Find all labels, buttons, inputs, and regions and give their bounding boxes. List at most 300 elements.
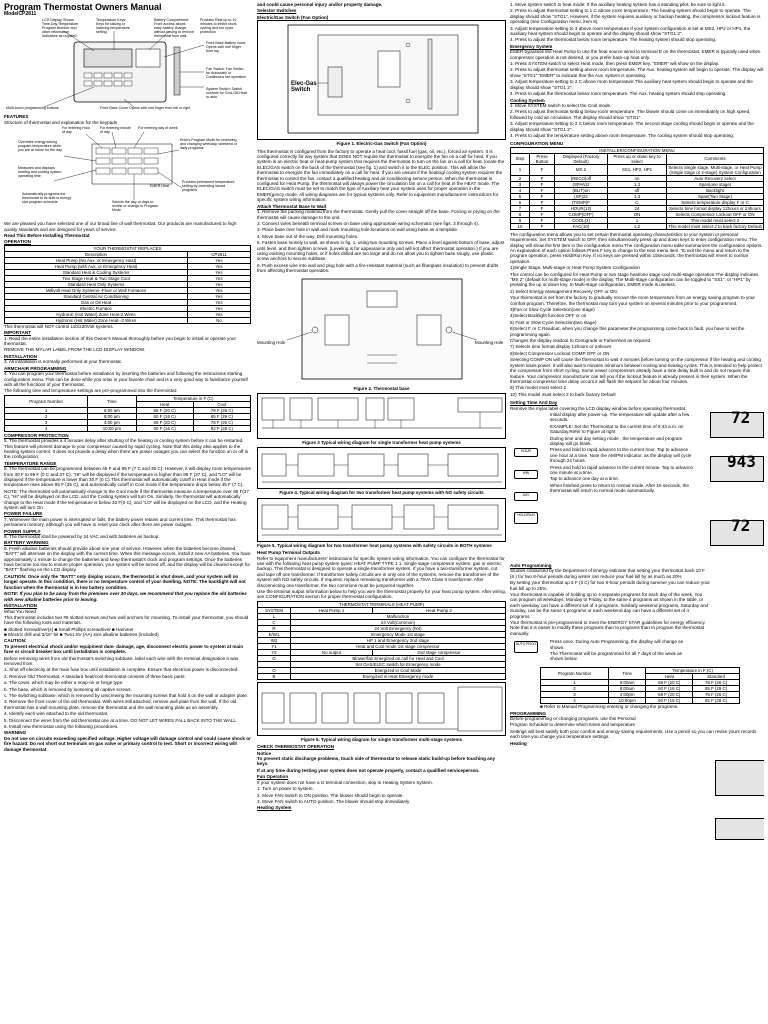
set-time-item: During time and day setting mode , the temperature and program display will go blank. <box>550 435 683 446</box>
terminal-row-cell: 24 Volt(Common) <box>291 619 506 625</box>
attach-step: 3. Place base over hole in wall and mark mounting hole locations on wall using base as a template. <box>257 227 459 233</box>
replaces-row-cell: Standard Heat & Cooling Systems <box>5 269 188 275</box>
figure1-caption: Figure 1. Electric-Gas Switch (Fan Option) <box>336 141 427 147</box>
replaces-row-cell: Yes <box>188 299 251 305</box>
installation2-heading: INSTALLATION <box>4 602 38 608</box>
heating-heading: Heating <box>510 740 527 746</box>
config-paragraph: 2) Select Energy Management Recovery OFF or ON. <box>510 288 618 294</box>
what-you-need-heading: What You Need <box>4 609 36 615</box>
config-paragraph: 10) This model must select 2 to back factory Default <box>510 391 616 397</box>
column-left <box>4 0 251 1024</box>
front-cover-callout: Front Base Cover Opens with one finger from left or right <box>100 106 191 111</box>
hold-key-callout: Overrides energy saving program temperature while you are at home for the day <box>18 140 62 153</box>
config-row-cell: F <box>530 211 555 217</box>
config-row-cell: 9 <box>511 217 530 223</box>
cooling-step: 4. Press to adjust the temperature setting above room temperature. The cooling system should stop operating. <box>510 132 735 138</box>
cfg-col-displayed: Displayed (Factory Default) <box>555 153 608 164</box>
config-paragraph: 9) This model must select 2 <box>510 385 567 391</box>
config-row-cell: (BLIT)on <box>555 187 608 193</box>
ap-col-number: Program Number <box>541 668 609 680</box>
attach-step: 5. Fasten base loosely to wall, as shown in fig. 1, using two mounting screws. Place a level against bottom of base, adjust until level, and then tighten screws. (Leveling is for appearance only and will not affect thermostat operation.) If you are using existing mounting holes, or if holes drilled are too large and do not allow you to tighten base snugly, use plastic screw anchors to secure subbase. <box>257 240 505 262</box>
fan-step: 2. Move FAN switch to ON position. The blower should begin to operate. <box>257 792 404 798</box>
terminal-row <box>258 673 506 679</box>
wiring-diagram-3-drawing <box>258 394 506 438</box>
heating-step: 4. Press to adjust the thermostat below room temperature. The heating system should stop operating. <box>510 37 717 43</box>
install-step: 6. Install new thermostat using the following procedures. <box>4 724 119 730</box>
replaces-row-cell: Yes <box>188 311 251 317</box>
prog-col-time: Time <box>88 395 136 407</box>
emergency-step: 3. Adjust temperature setting to 2 C above room temperature.The auxiliary heat system should begin to operate and the display should show "STG1 2". <box>510 79 753 90</box>
preprogram-row-cell: 1 <box>5 407 88 413</box>
config-paragraph: 7) Selects time format display 12hours or 24hours <box>510 344 612 350</box>
config-row-cell: SS1, HP2, HP1 <box>608 164 667 175</box>
tools-list: ■ Slotted Screwdriver(s) ■ Small Phillips screwdriver ■ Hammer ■ Electric drill and 3/16" bit ■ Two1.5V (AA) size alkaline batteries (included) <box>4 626 159 637</box>
auto-program-row-cell: 78 F (26 C) <box>693 680 740 686</box>
config-row-cell: MS 2 <box>555 164 608 175</box>
figure3-caption: Figure 3 Typical wiring diagram for single transformer heat pump systems <box>302 439 461 445</box>
replaces-row-cell: Millivolt Heat Only Systems--Floor or Wall Furnaces <box>5 287 188 293</box>
power-failure-heading: POWER FAILURE <box>4 511 43 517</box>
temperature-range-note: NOTE: The thermostat will automatically change to the Cool mode if the thermostat measure a temperature over 99 F(37 C), "HI" will be displayed on the LCD, and the Cooling system will turn On. Similarly, the thermostat will automatically change to the Heat mode if the temperature is below 32 F(0 C), and "LO" will be displayed on the LCD, and the Heating system will turn On. <box>4 488 250 510</box>
config-row-cell: 2 <box>511 175 530 181</box>
what-you-need-text: This thermostat includes two #6 slotted screws and two wall anchors for mounting. To install your thermostat, you should have the following tools and materials. <box>4 614 249 626</box>
replaces-row-cell: Heat Pump (with Aux. or Emergency Heat) <box>5 263 188 269</box>
prog-col-number: Program Number <box>5 395 88 407</box>
set-time-item: When finished press to return to normal mode. After 15 seconds, the thermostat will return to normal mode automatically. <box>550 482 689 494</box>
fan-operation-heading: Fan Operation <box>257 774 289 780</box>
replaces-row-cell: No <box>188 317 251 323</box>
emergency-steps <box>510 49 764 96</box>
keypad-figure <box>4 126 251 221</box>
config-row-cell: Selects Single stage, Multi-stage, or Heat Pump (Single stage or 2-stage) System Configuration <box>668 164 762 175</box>
terminal-row-cell: Blower/fan Energized on call for Heat and Cool <box>291 655 506 661</box>
power-failure-text: 7. Whenever the main power is interrupted or fails, the battery power retains and current time. This thermostat has permanent memory, although you will have to reset your clock after there are power outages. <box>4 516 236 528</box>
power-supply-heading: POWER SUPPLY <box>4 528 41 534</box>
config-row-cell: Span(one stage) <box>667 181 764 187</box>
config-paragraph: 1)Single Stage, Multi-stage or Heat Pump System Configuration <box>510 265 640 271</box>
warning-text: Do not use on circuits exceeding specified voltage. Higher voltage will damage control and could cause shock or fire hazard. Do not short out terminals on gas valve or primary control to test. Short or incorrect wiring will damage thermostat <box>4 735 251 752</box>
config-row-cell: Backlight <box>667 187 764 193</box>
terminal-row-cell: C <box>258 619 291 625</box>
config-row-cell: F <box>530 187 555 193</box>
config-row-cell: F <box>530 199 555 205</box>
preprogram-row-cell: 78 F (26 C) <box>193 419 250 425</box>
replaces-col-model: CP2811 <box>188 251 251 257</box>
armchair-text: 4. You can program your thermostat before installation by inserting the batteries and following the instructions starting configuration menu. This can be done while you relax in your favorite chair and is a very good way to familiarize yourself with all the functions of your thermostat. <box>4 371 248 387</box>
config-row-cell: This model must select 2 <box>667 217 764 223</box>
config-row-cell: 24 <box>608 205 667 211</box>
install-step: 5. Disconnect the wires from the old thermostat one at a time. DO NOT LET WIRES FALL BACK INTO THE WALL. <box>4 717 238 723</box>
line-voltage-note: This thermostat will NOT control 110/220Volt systems. <box>4 323 114 329</box>
config-row-cell: HOUR(12) <box>555 205 608 211</box>
config-row-cell: FAC(10) <box>555 223 608 229</box>
auto-prog-button[interactable]: AUTO PROG <box>514 641 538 653</box>
preprogrammed-text: The following time and temperature settings are pre-programmed into the thermostat: <box>4 388 178 394</box>
warning-heading: WARNING <box>4 730 27 736</box>
lcd-temperature: 72 <box>731 407 751 427</box>
auto-prog-block <box>510 637 764 667</box>
cooling-step: 2. Press to adjust thermostat setting below room temperature. The blower should come on immediately on high speed, followed by cold air circulation. The display should show "STG1". <box>510 109 751 120</box>
tool-item: Two1.5V (AA) size alkaline batteries (included) <box>63 631 159 637</box>
replaces-row-cell: Standard Central Air Conditioning <box>5 293 188 299</box>
auto-program-note: ■ Refer to Manual Programming entering or changing the programs. <box>540 704 679 710</box>
ap-col-heat: Heat <box>646 674 693 680</box>
lcd-display-normal <box>710 515 764 546</box>
column-middle <box>257 0 506 1024</box>
figure2-caption: Figure 2. Thermostat base <box>353 385 410 391</box>
auto-program-row-cell: 4:00pm <box>609 692 646 698</box>
elec-gas-switch-figure <box>257 20 506 140</box>
auto-prog-key-callout: Automatically programs the thermostat to its built-in energy star program schedule <box>22 192 72 205</box>
check-operation-heading: CHECK THERMOSTAT OPERATION <box>257 744 335 750</box>
lcd-callout: LCD Display Shows Time,Day,Temperature, Program Number and other information Indicators as required <box>42 18 80 39</box>
config-row-cell: F <box>530 217 555 223</box>
config-row-cell: 1 <box>511 164 530 175</box>
config-row-cell: off <box>608 187 667 193</box>
config-table-title: INSTALLER/CONFIGURATION MENU <box>511 147 764 153</box>
config-row-cell: 1,3 <box>608 181 667 187</box>
replaces-row-cell: Yes <box>188 269 251 275</box>
set-time-steps <box>546 412 696 495</box>
install-step: c. The switching subbase, which is removed by unscrewing the mounting screws that hold it on the wall or adapter plate. <box>4 693 249 698</box>
terminal-row-cell: L <box>258 613 291 619</box>
replaces-row-cell: Electric Furnace <box>5 305 188 311</box>
replaces-row <box>5 317 251 323</box>
auto-prog-steps <box>546 639 696 663</box>
config-row-cell: F <box>530 175 555 181</box>
day-select-callout: Selects the day or days to review or change in Program Mode <box>112 200 158 213</box>
auto-program-row-cell: 6:00am <box>609 680 646 686</box>
thermostat-front-figure <box>4 17 251 113</box>
config-row-cell: (RECO)off <box>555 175 608 181</box>
install-step: 4. Identify each wire attached to the old thermostat. <box>4 711 109 717</box>
auto-program-row-cell: 68 F (20 C) <box>646 692 693 698</box>
config-paragraph: 6)Select F or C Readout, when you change this parameter,the programming come back to fault, you have to set the programming again. <box>510 326 745 337</box>
terminals-table <box>257 601 506 680</box>
install-steps <box>4 667 251 729</box>
config-row <box>511 223 764 229</box>
replaces-row-cell: Yes <box>188 305 251 311</box>
install-step: 1. Shut off electricity at the main fuse box until installation is complete. Ensure that electrical power is disconnected. <box>4 667 239 673</box>
terminals-col-hp2: Heat Pump 2 <box>372 607 505 613</box>
notice-text-2: If at any time during testing your system does not operate properly, contact a qualified serviceperson. <box>257 767 480 773</box>
wiring-diagram-4-drawing <box>258 448 506 488</box>
caution-heading: CAUTION: <box>4 638 27 644</box>
installation-text: 3. All installation is normally performed at your thermostat. <box>4 359 122 365</box>
heating-step: 1. Move system switch to heat mode. If the auxiliary heating system has a standing pilot, be sure to light it. <box>510 2 726 7</box>
auto-program-row-cell: 3 <box>541 692 609 698</box>
auto-prog-item: The Thermostat will be programmed for all 7 days of the week as shown below. <box>550 651 682 662</box>
config-row-cell: 4 <box>511 187 530 193</box>
power-supply-text: 8. The thermostat shall be powered by 24 VAC and with batteries as backup. <box>4 534 160 540</box>
terminal-row-cell: 24 Volt Emergency (hot) <box>291 625 506 631</box>
set-time-item: Press and hold to rapid advance to the current minute. Tap to advance one minute at a time. <box>550 464 693 475</box>
mounting-hole-right-label: Mounting Hole <box>475 339 504 345</box>
heat-pump-outputs-heading: Heat Pump Terminal Outputs <box>257 550 320 556</box>
ap-col-standard: Standard <box>693 674 740 680</box>
preprogram-row-cell: 68 F (20 C) <box>136 407 193 413</box>
lcd-display-initial <box>710 407 764 438</box>
replaces-row-cell: Hydronic (Hot Water) Zone Heat--3 Wires <box>5 317 188 323</box>
config-row-cell: 10 <box>511 223 530 229</box>
hour-button[interactable]: HOUR <box>514 448 538 457</box>
programming-paragraph: Program Schedule to determine which times and temperature <box>510 722 636 728</box>
auto-program-note-text: Refer to Manual Programming entering or changing the programs. <box>544 704 679 710</box>
day-button[interactable]: DAY <box>514 492 538 501</box>
preprogram-row-cell: 82 F (28 C) <box>193 425 250 431</box>
emergency-heading: Emergency System <box>510 43 553 49</box>
tool-item: Small Phillips screwdriver <box>58 626 111 632</box>
selector-switches-heading: Selector Switches <box>257 8 297 14</box>
config-row-cell: 1 <box>608 217 667 223</box>
temperature-range-text: 6. The thermostat can be programmed between 45 F and 95 F (7 C and 35 C). However, it will display room temperatures from 30 F to 99 F (0 C and 37 C). "HI" will be displayed if the temperature is higher than 99 F (37 C), and "LO" will be displayed if the temperature is lower than 30 F (0 C).This thermostat will automatically cutoff in Heat mode if the temperature rises above 95 F (35 C), and automatically cutoff in Cool mode if the temperature drops below 45 F (7 C). <box>4 466 251 488</box>
config-row-cell: COMP(OFF) <box>555 211 608 217</box>
important-text: 1. Read the entire installation section of this Owner's Manual thoroughly before you begin to install or operate your thermostat. <box>4 335 236 347</box>
config-row-cell: Span(Two Stage) <box>667 193 764 199</box>
battery-caution-text: CAUTION: Once only the "BATT" only display occurs, the thermostat is shut down, and your system will no longer operate. In this condition, there is no temperature control of your dwelling. NOTE: The backlight will not function when the thermostat is in low battery condition. <box>4 573 246 590</box>
config-row-cell: F <box>530 181 555 187</box>
config-paragraph: Changes the display readout to Centigrade or Fahrenheit as required <box>510 338 651 344</box>
program-key-callout: Enters Program Mode for reviewing and changing weekday, weekend or daily programs <box>180 138 238 151</box>
auto-prog-item: Press once. During Auto Programming, the display will change as shown. <box>550 639 684 650</box>
terminal-row-cell: R <box>258 625 291 631</box>
battery-compartment-callout: Battery Compartment: Front access allows easy battery change without having to remove thermostat from wall <box>154 18 194 39</box>
config-row-cell: This model must select 2 to back factory Default <box>668 223 762 229</box>
replaces-row-cell: Gas or Oil Heat <box>5 299 188 305</box>
config-row-cell: 1,2 <box>608 223 667 229</box>
mounting-hole-left-label: Mounting Hole <box>257 339 286 345</box>
preprogram-row <box>5 425 251 431</box>
install-step: 2. Remove Old Thermostat: A standard heat/cool thermostat consists of three basic parts: <box>4 673 186 679</box>
replaces-row-cell: Yes <box>188 281 251 287</box>
config-paragraph: The configuration menu allows you to set certain thermostat operating characteristics to your system or personal requirements. Set SYSTEM switch to OFF, then simultaneously press up and down keys to enter configuration menu. The display will show the first item in the configuration menu.The configuration menu table summarizes the configuration options. An explanation of each option follows.Press F key to change to the next menu item. To exit the menu and return to the program operation, press Hold/Run Key. If no keys are pressed within 15seconds, the thermostat will revert to normal operation. <box>510 231 763 264</box>
cooling-step: 1. Move SYSTEM switch to select the Cool mode. <box>510 102 612 108</box>
emergency-step: 2. Press to adjust thermostat setting above room temperature. The Aux. heating system will begin to operate. The display will show "STG1" "EMER" to indicate that the Aux. system is operating. <box>510 67 764 78</box>
fan-operation-steps <box>257 780 506 805</box>
attach-base-steps <box>257 209 506 273</box>
replaces-table <box>4 245 251 324</box>
wiring-diagram-4 <box>257 447 506 489</box>
page-title: Program Thermostat Owners Manual <box>4 2 162 12</box>
remove-old-text: Before removing wires from old thermostat's switching subbase, label each wire with the terminal designation it was removed from. <box>4 655 239 666</box>
config-paragraph: This control can be configured for Heat Pump or two stage heat/one stage cool multi-stage operation.The display indicates "MS 2" (default for multi-stage mode) in the display. The Multi-stage configuration can be toggled to "SS1", or "HP1" by pressing the up or down key. In Multi-stage configuration, EMER mode is useless. <box>510 271 759 288</box>
terminal-row-cell: Malfunction <box>291 613 506 619</box>
config-row-cell: 3 <box>511 181 530 187</box>
replaces-row-cell: Heat Pump (No Aux. or Emergency Heat) <box>5 257 188 263</box>
lcd-display-auto <box>715 760 764 796</box>
lcd-temperature-normal: 72 <box>731 515 751 535</box>
config-row-cell: 8 <box>511 211 530 217</box>
terminal-row-cell: Emergency Mode 1st stage <box>291 631 506 637</box>
config-paragraph: 5) Fast or Slow Cycle Selection(two stage) <box>510 319 597 325</box>
replaces-col-description: Description <box>5 251 188 257</box>
prog-col-heat: Heat <box>136 401 193 407</box>
model-number: ModelCP2811 <box>4 11 37 17</box>
config-row-cell: F <box>530 164 555 175</box>
fan-step: 3. Move FAN switch to AUTO position. The blower should stop immediately <box>257 798 410 804</box>
terminals-col-hp1: Heat Pump 1 <box>291 607 373 613</box>
auto-prog-paragraph: Your thermostat is pre-programmed to meet the ENERGY STAR guidelines for energy efficiency. Note that it is easier to modify these programs than to programs than to program the thermostat manually. <box>510 620 706 636</box>
heating-step: 2. Press to adjust thermostat setting to 1 C above room temperature. The heating system should begin to operate. The display should show "STG1". However, if the system requires auxiliary or backup heating, the compressor lockout feature is operating (see Configuration menu, item 5). <box>510 8 761 25</box>
attach-step: 4. Move base out of the way. Drill mounting holes. <box>257 233 359 239</box>
preprogram-row-cell: 8:00 am <box>88 413 136 419</box>
heating-system-heading: Heating System <box>257 805 292 811</box>
terminal-row-cell: HP 1 and Emergency 2nd stage <box>291 637 506 643</box>
configuration-menu-heading: CONFIGURATION MENU <box>510 141 564 147</box>
terminal-row-cell: Set GAS/ELEC switch for Emergency mode <box>291 661 506 667</box>
wiring-diagram-5 <box>257 498 506 542</box>
attach-base-heading: Attach Thermostat Base to Wall <box>257 203 327 209</box>
preprogram-row-cell: 3 <box>5 419 88 425</box>
fan-switch-callout: Fan Switch: Fan Switch for Automatic or Continuous fan operation <box>206 67 247 80</box>
config-row-cell: F <box>530 205 555 211</box>
terminal-row-cell: Energized in Cool Mode <box>291 667 506 673</box>
preprogram-row-cell: 85 F (29 C) <box>193 413 250 419</box>
terminal-row-cell: No output <box>291 649 373 655</box>
battery-cover-callout: Front Base Battery cover Opens with one finger from top <box>206 41 246 54</box>
install-step: b. The base, which is removed by loosening all captive screws. <box>4 686 132 692</box>
preprogram-row-cell: 2 <box>5 413 88 419</box>
terminals-table-title: THERMOSTAT TERMINALS (HEAT PUMP) <box>258 601 506 607</box>
temperature-keys-callout: Temperature Keys: Keys for raising or lowering temperature setting <box>96 18 130 35</box>
wiring-diagram-6-drawing <box>258 683 506 735</box>
ap-col-time: Time <box>609 668 646 680</box>
column-right <box>510 0 764 1024</box>
intro-text: We are pleased you have selected one of our broad line of wall thermostat. Our products are manufactured to high quality standards and are designed for years of service. <box>4 221 237 232</box>
replaces-row-cell: Two Stage Heat & Two Stage Cool <box>5 275 188 281</box>
auto-program-row-cell: 1 <box>541 680 609 686</box>
terminal-row-cell: B <box>258 673 291 679</box>
prog-col-cool: Cool <box>193 401 250 407</box>
terminal-row-cell: Energized in Heat Emergency mode <box>291 673 506 679</box>
terminal-row-cell: 2nd stage compressor <box>372 649 505 655</box>
replaces-table-title: YOUR THERMOSTAT REPLACES <box>5 245 251 251</box>
emergency-step: 1. Press SYSTEM switch to select Heat mode, then press EMER key. "EMER" will show on the display. <box>510 61 720 67</box>
config-row-cell: (SPAN)2 <box>555 181 608 187</box>
auto-program-row-cell: 10:00pm <box>609 698 646 704</box>
config-row-cell: F <box>530 193 555 199</box>
preprogram-row-cell: 60 F (16 C) <box>136 413 193 419</box>
battery-warning-heading: BATTERY WARNING <box>4 540 49 546</box>
config-paragraph: Selecting COMP ON will cause the thermostat to wait 4 minutes before turning on the compressor if the heating and cooling system loses power. It will also wait 5 minutes minimum between cooling and heating cycles. This is intended to help protect the compressor from short cycling. Some newer compressors already have a time delay built in and do not require this feature. Your compressor manufacturer can tell you if the lockout feature is already present in their system. When the thermostat compressor time delay occurs it will flash the setpoint for about four minutes. <box>510 357 762 384</box>
features-subtitle: Structure of thermostat and explanation for the keypads <box>4 119 118 125</box>
hold-run-button[interactable]: HOLD/RUN <box>514 512 538 524</box>
lcd-display-auto-2 <box>715 818 764 840</box>
config-row-cell: Selects time format display 12hours or 24hours <box>667 205 764 211</box>
terminal-row-cell: O <box>258 667 291 673</box>
preprogram-row-cell: 4:00 pm <box>88 419 136 425</box>
attach-step: 2. Connect wires beneath terminal screws on base using appropriate wiring schematic (see figs. 3 through 4). <box>257 220 480 226</box>
tool-item: Slotted Screwdriver(s) <box>8 626 54 632</box>
replaces-row-cell: Yes <box>188 263 251 269</box>
config-row-cell: F <box>530 223 555 229</box>
config-paragraph: 3)Fan or Slow Cycle Selection(one stage) <box>510 307 595 313</box>
day-key-callout: For entering day of week <box>138 126 178 131</box>
config-row-cell: (TEMP)F <box>555 199 608 205</box>
base-drawing <box>257 275 506 385</box>
preprogram-row-cell: 4 <box>5 425 88 431</box>
fan-step: 1. Turn on power to system. <box>257 786 314 792</box>
install-step: 3. Remove the front cover of the old thermostat. With wires still attached, remove wall plate from the wall. If the old thermostat has a wall mounting plate, remove the thermostat and the wall mounting plate as an assembly. <box>4 699 237 710</box>
preprogram-row-cell: 60 F (16 C) <box>136 425 193 431</box>
programming-paragraph: Before programming or changing programs, use this Personal <box>510 716 636 722</box>
programming-text <box>510 716 764 740</box>
lcd-display-time <box>710 451 764 482</box>
set-time-item: EXAMPLE: Set the Thermostat to the current time of 9:43 a.m. on Saturday.Refer to Figure at right <box>550 423 684 435</box>
config-row-cell: Auto Recovery select <box>667 175 764 181</box>
preprogram-row-cell: 78 F (26 C) <box>193 407 250 413</box>
config-row-cell: 1,3 <box>608 193 667 199</box>
config-row-cell: (SP)22 <box>555 193 608 199</box>
auto-programming-text <box>510 568 710 636</box>
terminal-row-cell: E/W1 <box>258 631 291 637</box>
reset-callout: Provides Rest up to 10 minutes to inhibit short-cycling and run cycle protection <box>200 18 238 35</box>
preprogram-table <box>4 395 251 432</box>
config-row-cell: 7 <box>511 205 530 211</box>
replaces-row-cell: Yes <box>188 293 251 299</box>
cooling-step: 3. Adjust temperature setting to 2 C below room temperature. The second stage cooling should begin to operate and the display should show "STG1 2". <box>510 121 754 132</box>
set-time-item: Tap to advance one day at a time. <box>550 476 619 482</box>
auto-program-row-cell: 60 F (16 C) <box>646 698 693 704</box>
notice-heading: Notice <box>257 750 272 756</box>
terminal-row-cell: Y1 <box>258 643 291 649</box>
notice-text: To prevent static discharge problems, touch side of thermostat to release static build-up before touching any keys. <box>257 756 496 767</box>
emer-heat-label: EMER Heat <box>150 184 169 189</box>
terminal-row-cell: W2 <box>258 637 291 643</box>
cfg-col-select: Press up or down key to select <box>608 153 667 164</box>
figure6-caption: Figure 5. Typical wiring diagram for single transformer multi-stage systems <box>301 736 462 742</box>
attach-step: 1. Remove the packing material from the thermostat. Gently pull the cover straight off the base. Forcing or prying on the thermostat will cause damage to the unit. <box>257 209 500 220</box>
terminal-row-cell: G <box>258 655 291 661</box>
auto-program-row-cell: 82 F (28 C) <box>693 698 740 704</box>
set-time-text: Remove the mylar label covering the LCD display window before operating thermostat. <box>510 405 687 411</box>
minute-button[interactable]: MIN <box>514 470 538 479</box>
heating-steps <box>510 2 764 43</box>
programming-paragraph: Settings will best satisfy both your comfort and energy saving requirements. Use a pencil so you can revise yours records each time you change your temperature settings. <box>510 728 757 740</box>
figure4-caption: Figure 4. Typical wiring diagram for two transformer heat pump systems with NO safety circuits <box>279 490 484 496</box>
heat-pump-text: Refer to equipment manufacturers' instructions for specific system wiring information. You can configure the thermostat for use with the following heat pump system types: HEAT PUMP TYPE 1 1: Single stage compressor system; gas or electric backup. This thermostat is designed to operate a single-transformer system. If you have a two-transformer system, cut and tape off one transformer. If transformer safety circuits are in only one of the systems, remove the transformer of the system with NO safety circuits. If required, replace remaining transformer with a 75VA Class II transformer. After disconnecting one transformer, the two commons must be jumpered together. <box>257 555 505 588</box>
cfg-col-comments: Comments <box>667 153 764 164</box>
config-row-cell: C <box>608 199 667 205</box>
config-row-cell: COOL(2) <box>555 217 608 223</box>
auto-program-row-cell: 85 F (29 C) <box>693 686 740 692</box>
config-paragraph: Your thermostat is set from the factory to gradually recover the room temperature from an energy saving program to your comfort program. Therefore, the thermostat may turn your system on several minutes prior to your programmed. <box>510 295 755 306</box>
heat-pump-text-2: Use the terminal output information below to help you wire the thermostat properly for your heat pump system. After wiring, see CONFIGURATION section for proper thermostat configuration. <box>257 589 506 600</box>
ap-col-temp: Temperature in F (C) <box>646 668 740 674</box>
cooling-heading: Cooling System <box>510 97 545 103</box>
auto-prog-paragraph: Studies conducted by the Department of Energy estimate that setting your thermostat back 10 F (6 ) for two 8-hour periods during winter can reduce your fuel bill by as much as 20% <box>510 568 705 579</box>
preprogram-row-cell: 68 F (20 C) <box>136 419 193 425</box>
terminals-col-system: SYSTEM <box>258 607 291 613</box>
fan-step: If your system does not have a G terminal connection, skip to Heating System System. <box>257 779 433 785</box>
set-time-item: Initial display after power-up. The temperature will update after a few seconds. <box>550 411 690 423</box>
elec-gas-text: This thermostat is configured from the factory to operate a heat cool, fossil fuel (gas, oil, etc.), forced air system. It is configured correctly for any system that DOES NOT require the thermostat to energize the fan on a call for heat. If you system is an electric heat or heat-pump system that requires the thermostat to turn on the fan on a call for heat, locate the ELEC/GAS switch on the back of the thermostat (see fig. 1) and switch it to the ELEC position. This will allow the thermostat to energize the fan immediately on a call for heat. If you are unsure if the heating/ cooling system requires the thermostat to control the fan, contact a qualified heating and air conditioning service person. When the thermostat is configured for Heat Pump, the thermostat will always power the circulation fan on a call for heat in the HEAT mode. The ELEC/GAS switch must be set to match the type of Auxiliary heat your system uses for proper operation in the EMER(gency mode. All wiring diagrams are for typical systems only. Refer to equipment manufacturers' instructions for specific system wiring information. <box>257 148 505 203</box>
operation-heading: OPERATION <box>4 239 31 245</box>
auto-program-row-cell: 60 F (16 C) <box>646 686 693 692</box>
config-row-cell: on <box>608 175 667 181</box>
set-time-item: Press and hold to rapid advance to the current hour. Tap to advance one hour at a time. Note the AM/PM indicator, as the display will cycle through 24 hours. <box>550 447 692 464</box>
battery-note-text: NOTE: If you plan to be away from the premises over 30 days, we recommend that you replace the old batteries with new alkaline batteries prior to leaving. <box>4 591 247 602</box>
compressor-protection-heading: COMPRESSOR PROTECTION <box>4 432 69 438</box>
auto-program-row-cell: 68 F (20 C) <box>646 680 693 686</box>
lcd-time: 943 <box>727 451 756 471</box>
auto-program-row <box>541 698 740 704</box>
minute-key-callout: For entering minute of day <box>100 126 132 135</box>
auto-program-row-cell: 8:00am <box>609 686 646 692</box>
runtime-key-callout: Measures and displays heating and cooling system operating time <box>18 166 62 179</box>
configuration-table <box>510 147 764 230</box>
thermostat-back-drawing <box>258 21 506 139</box>
